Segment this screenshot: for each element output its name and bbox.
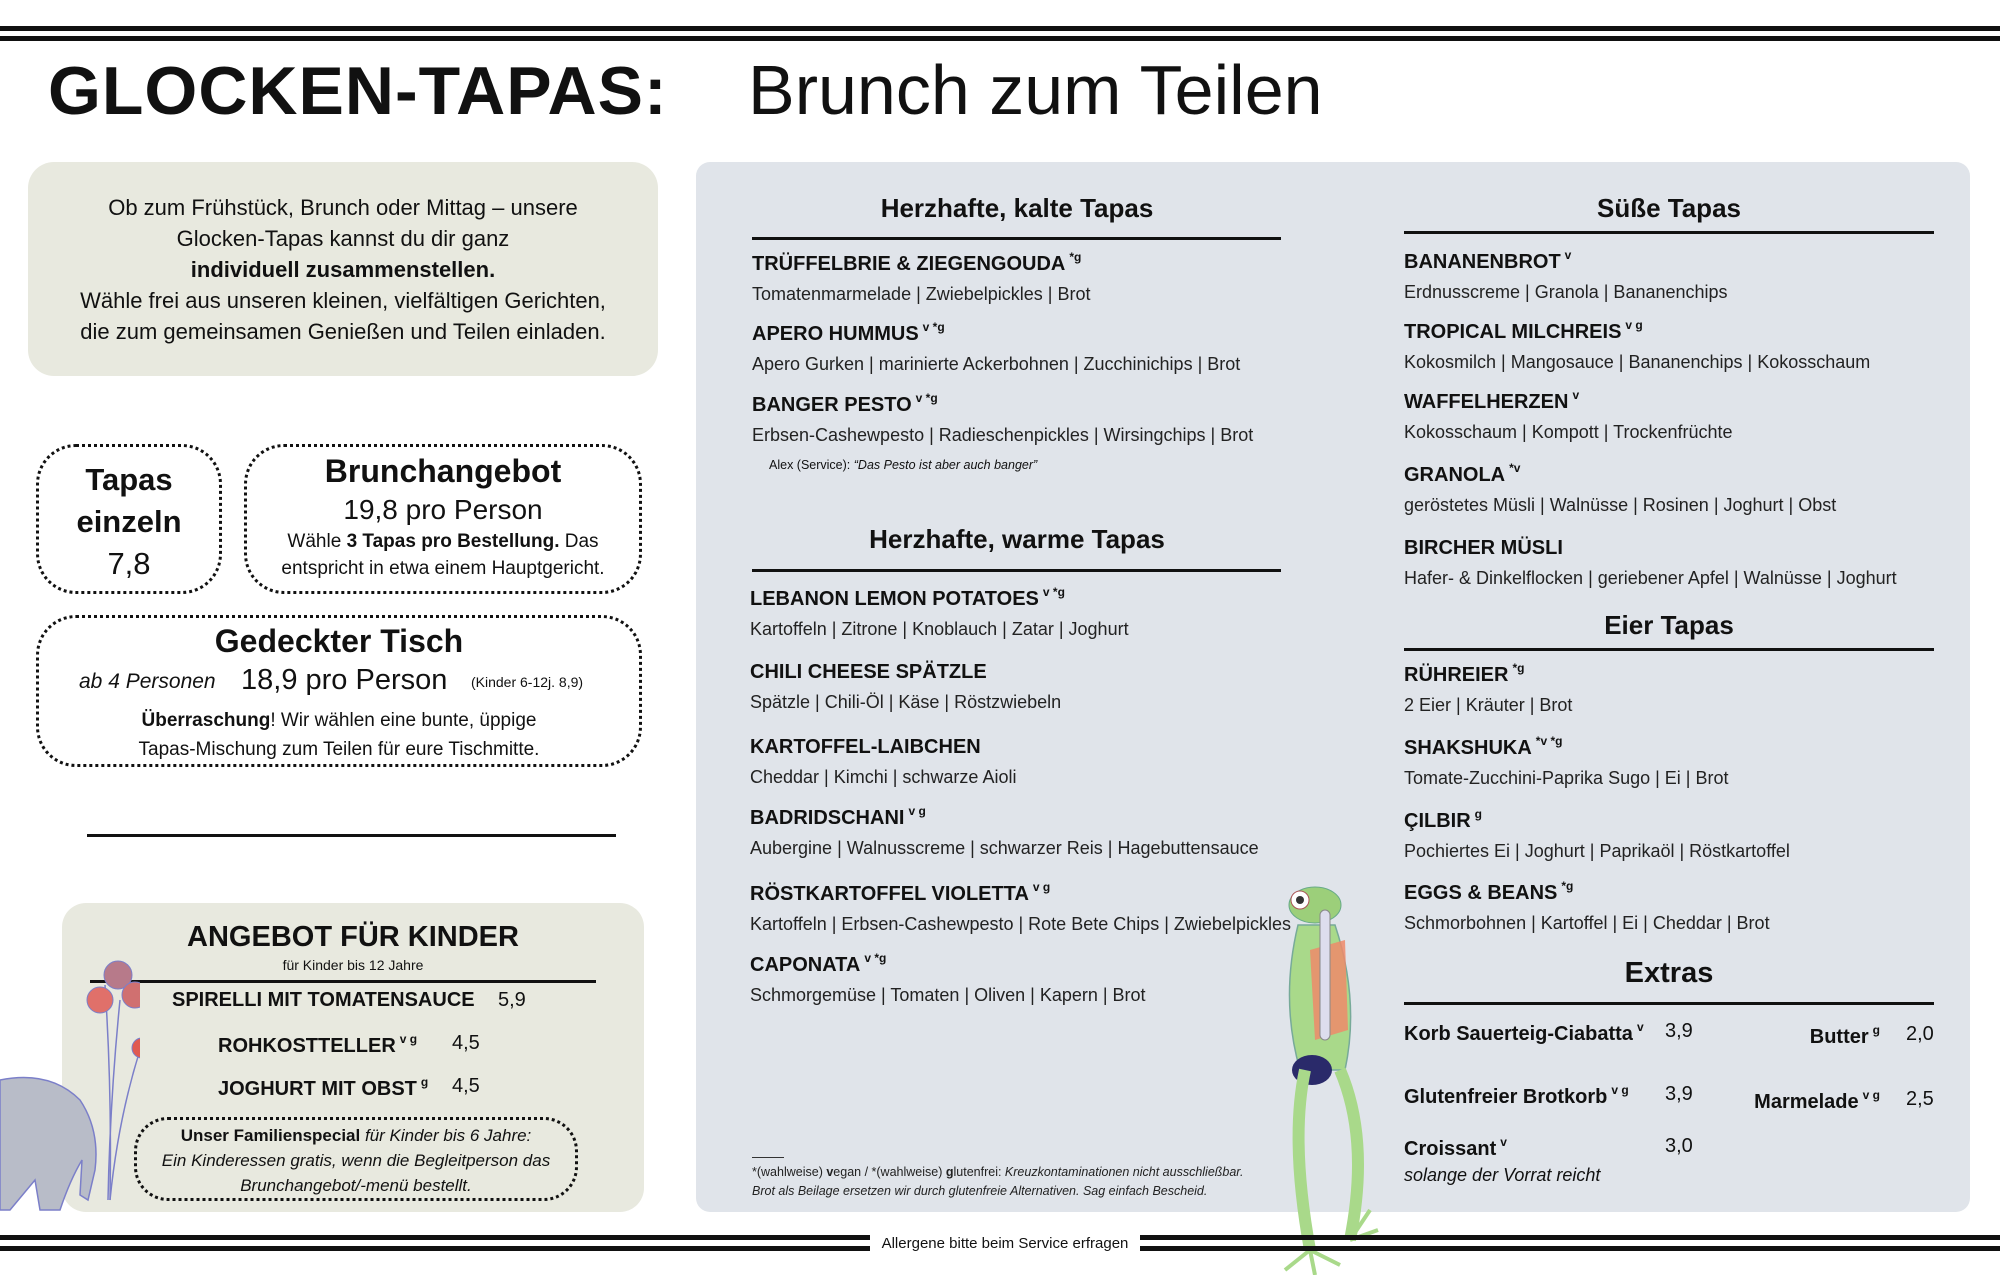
item-price: 2,0 xyxy=(1906,1023,1934,1045)
extra-item xyxy=(1810,1023,1880,1049)
footnote-rule xyxy=(752,1157,784,1158)
item-name: Croissant xyxy=(1404,1138,1497,1160)
diet-mark: v g xyxy=(1862,1088,1880,1102)
diet-mark: *g xyxy=(1069,250,1082,264)
divider xyxy=(90,980,596,983)
item-name: CAPONATA xyxy=(750,954,861,976)
table-desc xyxy=(39,706,639,764)
single-label: Tapas xyxy=(85,462,173,497)
text: Kreuzkontaminationen nicht ausschließbar. xyxy=(1001,1165,1244,1179)
brunch-offer-box xyxy=(244,444,642,594)
family-special xyxy=(134,1117,578,1201)
item-name: ÇILBIR xyxy=(1404,810,1471,832)
frog-saxophone-illustration xyxy=(1270,880,1380,1275)
intro-text: Wähle frei aus unseren kleinen, vielfältigen Gerichten, xyxy=(80,288,606,313)
item-name: GRANOLA xyxy=(1404,464,1506,486)
extra-item xyxy=(1404,1020,1644,1046)
text: g xyxy=(945,1165,954,1179)
item-desc: Cheddar | Kimchi | schwarze Aioli xyxy=(750,767,1017,787)
text: für Kinder bis 6 Jahre: xyxy=(360,1126,532,1145)
text: Alex (Service): xyxy=(769,458,854,472)
menu-item xyxy=(1404,461,1836,516)
table-price: 18,9 pro Person xyxy=(241,664,448,696)
menu-item xyxy=(1404,734,1728,789)
menu-item xyxy=(752,250,1090,305)
item-name: TRÜFFELBRIE & ZIEGENGOUDA xyxy=(752,253,1066,275)
menu-item xyxy=(1404,248,1728,303)
set-table-box xyxy=(36,615,642,767)
text: Wähle xyxy=(287,531,347,552)
text: ! Wir wählen eine bunte, üppige xyxy=(270,710,537,731)
item-desc: Kokosschaum | Kompott | Trockenfrüchte xyxy=(1404,422,1733,442)
allergen-notice: Allergene bitte beim Service erfragen xyxy=(870,1231,1140,1257)
item-name: APERO HUMMUS xyxy=(752,323,919,345)
item-price: 3,9 xyxy=(1665,1083,1693,1105)
item-name: BIRCHER MÜSLI xyxy=(1404,537,1563,559)
item-name: BADRIDSCHANI xyxy=(750,807,905,829)
kids-item xyxy=(218,1075,428,1101)
menu-item xyxy=(1404,807,1790,862)
diet-mark: v *g xyxy=(1042,585,1065,599)
diet-mark: v g xyxy=(1032,880,1051,894)
section-heading: Süße Tapas xyxy=(1596,193,1741,223)
single-tapas-box xyxy=(36,444,222,594)
item-desc: Kartoffeln | Zitrone | Knoblauch | Zatar | Joghurt xyxy=(750,619,1129,639)
text: Überraschung xyxy=(141,710,271,731)
intro-text: die zum gemeinsamen Genießen und Teilen einladen. xyxy=(80,319,606,344)
section-heading: Herzhafte, warme Tapas xyxy=(869,524,1165,554)
top-rule xyxy=(0,36,2000,41)
item-name: SPIRELLI MIT TOMATENSAUCE xyxy=(172,989,475,1011)
item-name: JOGHURT MIT OBST xyxy=(218,1078,417,1100)
diet-mark: v g xyxy=(908,804,926,818)
kids-box xyxy=(62,903,644,1212)
diet-mark: v g xyxy=(1611,1083,1629,1097)
diet-mark: v xyxy=(1572,388,1580,402)
intro-text: individuell zusammenstellen. xyxy=(190,257,496,282)
brunch-desc xyxy=(247,528,639,582)
diet-mark: v g xyxy=(399,1032,418,1046)
menu-item xyxy=(750,880,1291,935)
text: 3 Tapas pro Bestellung. xyxy=(346,531,560,552)
single-price: 7,8 xyxy=(107,546,151,581)
table-kids-price: (Kinder 6-12j. 8,9) xyxy=(471,674,584,690)
extra-item xyxy=(1404,1083,1629,1109)
divider xyxy=(87,834,616,837)
item-name: TROPICAL MILCHREIS xyxy=(1404,321,1622,343)
intro-box xyxy=(28,162,658,376)
item-name: Korb Sauerteig-Ciabatta xyxy=(1404,1023,1633,1045)
item-name: EGGS & BEANS xyxy=(1404,882,1558,904)
staff-quote xyxy=(769,458,1037,472)
item-desc: Schmorgemüse | Tomaten | Oliven | Kapern | Brot xyxy=(750,985,1146,1005)
menu-item xyxy=(750,658,1061,713)
item-name: ROHKOSTTELLER xyxy=(218,1035,396,1057)
section-underline xyxy=(752,569,1281,572)
menu-item xyxy=(752,391,1253,446)
text: Tapas-Mischung zum Teilen für eure Tischmitte. xyxy=(138,739,540,760)
brunch-price: 19,8 pro Person xyxy=(343,494,543,525)
text: Brunchangebot/-menü bestellt. xyxy=(240,1176,472,1195)
item-name: RÜHREIER xyxy=(1404,664,1509,686)
text: egan / *(wahlweise) xyxy=(833,1165,946,1179)
top-rule xyxy=(0,26,2000,31)
section-underline xyxy=(1404,1002,1934,1005)
menu-item xyxy=(1404,388,1733,443)
menu-item xyxy=(1404,661,1572,716)
item-price: 4,5 xyxy=(452,1075,480,1097)
diet-mark: v *g xyxy=(915,391,938,405)
table-title: Gedeckter Tisch xyxy=(214,623,464,659)
item-name: KARTOFFEL-LAIBCHEN xyxy=(750,736,981,758)
item-name: CHILI CHEESE SPÄTZLE xyxy=(750,661,987,683)
item-desc: Spätzle | Chili-Öl | Käse | Röstzwiebeln xyxy=(750,692,1062,712)
section-underline xyxy=(1404,231,1934,234)
kids-title: ANGEBOT FÜR KINDER xyxy=(187,921,519,953)
kids-item xyxy=(172,989,475,1012)
item-desc: Aubergine | Walnusscreme | schwarzer Reis | Hagebuttensauce xyxy=(750,838,1259,858)
text: Ein Kinderessen gratis, wenn die Begleitperson das xyxy=(161,1151,551,1170)
page-title: GLOCKEN-TAPAS: xyxy=(48,53,668,129)
item-name: Marmelade xyxy=(1754,1091,1859,1113)
intro-text: Ob zum Frühstück, Brunch oder Mittag – unsere xyxy=(108,195,578,220)
text: Brot als Beilage ersetzen wir durch glutenfreie Alternativen. Sag einfach Bescheid. xyxy=(752,1184,1208,1198)
text: *(wahlweise) xyxy=(752,1165,827,1179)
item-name: RÖSTKARTOFFEL VIOLETTA xyxy=(750,883,1029,905)
diet-mark: v xyxy=(1564,248,1572,262)
diet-mark: g xyxy=(1474,807,1483,821)
menu-item xyxy=(750,951,1146,1006)
menu-item xyxy=(750,804,1259,859)
diet-mark: g xyxy=(420,1075,429,1089)
text: lutenfrei: xyxy=(953,1165,1002,1179)
elephant-balloons-illustration xyxy=(0,940,140,1220)
item-name: SHAKSHUKA xyxy=(1404,737,1532,759)
item-desc: Kartoffeln | Erbsen-Cashewpesto | Rote Bete Chips | Zwiebelpickles xyxy=(750,914,1291,934)
menu-item xyxy=(1404,879,1770,934)
extra-item xyxy=(1404,1135,1507,1161)
diet-mark: v *g xyxy=(922,320,945,334)
item-price: 5,9 xyxy=(498,989,526,1011)
item-name: LEBANON LEMON POTATOES xyxy=(750,588,1039,610)
diet-mark: *v *g xyxy=(1535,734,1563,748)
item-desc: Erbsen-Cashewpesto | Radieschenpickles | Wirsingchips | Brot xyxy=(752,425,1254,445)
diet-mark: v xyxy=(1500,1135,1507,1149)
extras-note: solange der Vorrat reicht xyxy=(1404,1165,1601,1185)
menu-item xyxy=(752,320,1240,375)
text: Unser Familienspecial xyxy=(180,1126,361,1145)
text: v xyxy=(826,1165,834,1179)
item-price: 3,9 xyxy=(1665,1020,1693,1042)
item-desc: Tomatenmarmelade | Zwiebelpickles | Brot xyxy=(752,284,1091,304)
single-label: einzeln xyxy=(76,504,182,539)
diet-mark: v xyxy=(1636,1020,1644,1034)
menu-item xyxy=(1404,534,1897,589)
diet-mark: *v xyxy=(1509,461,1521,475)
item-desc: 2 Eier | Kräuter | Brot xyxy=(1404,695,1573,715)
menu-item xyxy=(750,733,1016,788)
item-desc: Erdnusscreme | Granola | Bananenchips xyxy=(1404,282,1728,302)
text: entspricht in etwa einem Hauptgericht. xyxy=(281,558,605,579)
page-subtitle: Brunch zum Teilen xyxy=(748,51,1323,129)
item-name: Glutenfreier Brotkorb xyxy=(1404,1086,1608,1108)
section-heading: Extras xyxy=(1624,957,1714,989)
item-name: BANANENBROT xyxy=(1404,251,1561,273)
item-name: BANGER PESTO xyxy=(752,394,912,416)
kids-item xyxy=(218,1032,417,1058)
section-underline xyxy=(1404,648,1934,651)
item-desc: Tomate-Zucchini-Paprika Sugo | Ei | Brot xyxy=(1404,768,1729,788)
item-price: 3,0 xyxy=(1665,1135,1693,1157)
kids-subtitle: für Kinder bis 12 Jahre xyxy=(282,957,424,973)
text: “Das Pesto ist aber auch banger” xyxy=(853,458,1038,472)
extra-item xyxy=(1754,1088,1880,1114)
intro-text: Glocken-Tapas kannst du dir ganz xyxy=(176,226,510,251)
item-name: WAFFELHERZEN xyxy=(1404,391,1569,413)
item-desc: Hafer- & Dinkelflocken | geriebener Apfel | Walnüsse | Joghurt xyxy=(1404,568,1897,588)
item-desc: Schmorbohnen | Kartoffel | Ei | Cheddar | Brot xyxy=(1404,913,1770,933)
menu-item xyxy=(750,585,1129,640)
brunch-title: Brunchangebot xyxy=(324,453,562,489)
text: Das xyxy=(559,531,599,552)
item-price: 4,5 xyxy=(452,1032,480,1054)
section-heading: Eier Tapas xyxy=(1604,610,1734,640)
item-desc: Kokosmilch | Mangosauce | Bananenchips | Kokosschaum xyxy=(1404,352,1871,372)
diet-mark: *g xyxy=(1512,661,1525,675)
item-price: 2,5 xyxy=(1906,1088,1934,1110)
table-min-persons: ab 4 Personen xyxy=(79,670,216,693)
section-underline xyxy=(752,237,1281,240)
item-desc: Pochiertes Ei | Joghurt | Paprikaöl | Röstkartoffel xyxy=(1404,841,1790,861)
item-desc: geröstetes Müsli | Walnüsse | Rosinen | Joghurt | Obst xyxy=(1404,495,1837,515)
footnote xyxy=(752,1163,1243,1201)
diet-mark: v g xyxy=(1625,318,1643,332)
menu-item xyxy=(1404,318,1870,373)
item-desc: Apero Gurken | marinierte Ackerbohnen | Zucchinichips | Brot xyxy=(752,354,1241,374)
section-heading: Herzhafte, kalte Tapas xyxy=(880,193,1154,223)
diet-mark: g xyxy=(1872,1023,1880,1037)
diet-mark: *g xyxy=(1561,879,1574,893)
item-name: Butter xyxy=(1809,1026,1869,1048)
diet-mark: v *g xyxy=(864,951,887,965)
